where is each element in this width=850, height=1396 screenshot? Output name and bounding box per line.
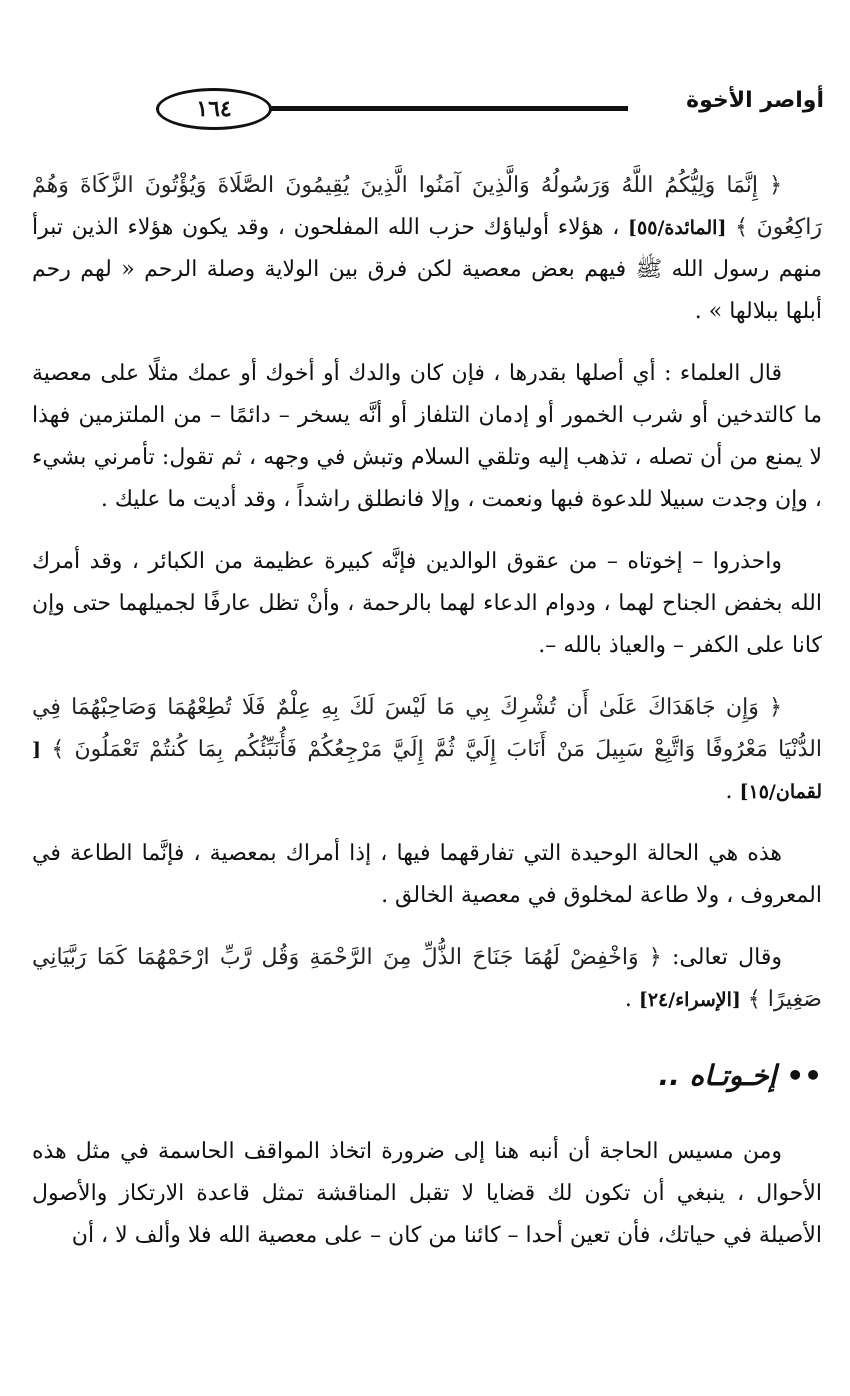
paragraph-lead: وقال تعالى: <box>672 945 782 970</box>
paragraph-text: . <box>624 987 632 1012</box>
quran-verse: ﴿ وَإِن جَاهَدَاكَ عَلَىٰ أَن تُشْرِكَ بِي مَا لَيْسَ لَكَ بِهِ عِلْمٌ فَلَا تُطِعْهُمَا وَصَاحِبْهُمَا فِي الدُّنْيَا مَعْرُوفًا وَاتَّبِعْ سَبِيلَ مَنْ أَنَابَ إِلَيَّ ثُمَّ إِلَيَّ مَرْجِعُكُمْ فَأُنَبِّئُكُم بِمَا كُنتُمْ تَعْمَلُونَ ﴾ <box>32 695 822 762</box>
page-number-text: ١٦٤ <box>196 96 232 122</box>
closing-paragraph: ومن مسيس الحاجة أن أنبه هنا إلى ضرورة اتخاذ المواقف الحاسمة في مثل هذه الأحوال ، ينبغي أن تكون لك قضايا لا تقبل المناقشة تمثل قاعدة الارتكاز والأصول الأصيلة في حياتك، فأن تعين أحدا – كائنا من كان – على معصية الله فلا وألف لا ، أن <box>32 1139 822 1248</box>
heading-bullets: •• <box>786 1059 822 1092</box>
paragraph-3 <box>32 541 822 667</box>
running-title: أواصر الأخوة <box>686 88 824 113</box>
heading-title: إخـوتـاه .. <box>658 1059 777 1092</box>
paragraph-2 <box>32 353 822 521</box>
header-rule-stub <box>270 106 308 111</box>
paragraph-4 <box>32 687 822 813</box>
verse-reference: [المائدة/٥٥] <box>628 217 727 239</box>
quran-verse: ﴿ إِنَّمَا وَلِيُّكُمُ اللَّهُ وَرَسُولُهُ وَالَّذِينَ آمَنُوا الَّذِينَ يُقِيمُونَ الصَّلَاةَ وَيُؤْتُونَ الزَّكَاةَ وَهُمْ رَاكِعُونَ ﴾ <box>32 173 822 240</box>
page-number <box>156 88 272 130</box>
paragraph-text: . <box>725 779 733 804</box>
paragraph-text: واحذروا – إخوتاه – من عقوق الوالدين فإنَّه كبيرة عظيمة من الكبائر ، وقد أمرك الله بخفض الجناح لهما ، ودوام الدعاء لهما بالرحمة ، وأنْ تظل عارفًا لجميلهما حتى وإن كانا على الكفر – والعياذ بالله –. <box>32 549 822 658</box>
paragraph-1 <box>32 165 822 333</box>
paragraph-6 <box>32 937 822 1021</box>
paragraph-text: ، هؤلاء أولياؤك حزب الله المفلحون ، وقد يكون هؤلاء الذين تبرأ منهم رسول الله ﷺ فيهم بعض معصية لكن فرق بين الولاية وصلة الرحم « لهم رحم أبلها ببلالها » . <box>32 215 822 324</box>
section-heading <box>32 1055 822 1097</box>
verse-reference: [الإسراء/٢٤] <box>638 989 741 1011</box>
paragraph-5 <box>32 833 822 917</box>
verse-reference: [ لقمان/١٥] <box>32 739 822 803</box>
paragraph-text: هذه هي الحالة الوحيدة التي تفارقهما فيها ، إذا أمراك بمعصية ، فإنَّما الطاعة في المعروف ، ولا طاعة لمخلوق في معصية الخالق . <box>32 841 822 908</box>
page-header <box>28 82 824 132</box>
paragraph-text: قال العلماء : أي أصلها بقدرها ، فإن كان والدك أو أخوك أو عمك مثلًا على معصية ما كالتدخين أو شرب الخمور أو إدمان التلفاز أو أنَّه يسخر – دائمًا – من الملتزمين فهذا لا يمنع من أن تصله ، تذهب إليه وتلقي السلام وتبش في وجهه ، ثم تقول: تأمرني بشيء ، وإن وجدت سبيلا للدعوة فبها ونعمت ، وإلا فانطلق راشداً ، وقد أديت ما عليك . <box>32 361 822 512</box>
page-body <box>32 165 822 1277</box>
quran-verse: ﴿ وَاخْفِضْ لَهُمَا جَنَاحَ الذُّلِّ مِنَ الرَّحْمَةِ وَقُل رَّبِّ ارْحَمْهُمَا كَمَا رَبَّيَانِي صَغِيرًا ﴾ <box>32 945 822 1012</box>
